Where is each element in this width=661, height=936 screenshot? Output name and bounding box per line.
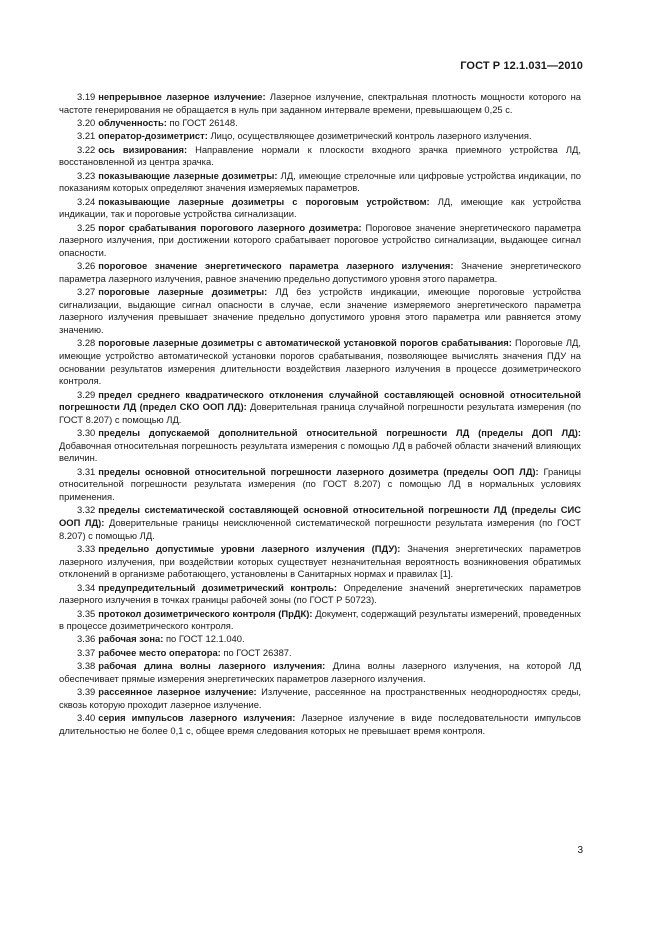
defined-term: оператор-дозиметрист: [98, 130, 208, 142]
definition-text: Значение энергетического параметра лазерного излучения, равное значению предельно допустимого уровня этого параметра. [59, 260, 581, 284]
definition-paragraph [59, 130, 581, 143]
defined-term: рабочая зона: [98, 633, 164, 645]
clause-number: 3.26 [77, 260, 96, 272]
definition-paragraph [59, 427, 581, 465]
definition-paragraph [59, 660, 581, 685]
clause-number: 3.35 [77, 607, 96, 619]
clause-number: 3.38 [77, 660, 96, 672]
defined-term: пределы систематической составляющей основной относительной погрешности ЛД (пределы СИС ООП ЛД): [59, 504, 581, 528]
document-id-header: ГОСТ Р 12.1.031—2010 [460, 60, 583, 72]
definition-text: по ГОСТ 12.1.040. [165, 633, 245, 645]
definition-paragraph [59, 633, 581, 646]
clause-number: 3.27 [77, 286, 96, 298]
definition-text: по ГОСТ 26148. [169, 116, 238, 128]
definitions-list [59, 91, 581, 737]
definition-text: Значения энергетических параметров лазерного излучения, при воздействии которых существует незначительная вероятность возникновения обратимых отклонений в организме работающего, установлены в Санитарных нормах и правилах [1]. [59, 542, 581, 580]
clause-number: 3.34 [77, 581, 96, 593]
definition-text: Доверительная граница случайной погрешности результата измерения (по ГОСТ 8.207) с помощью ЛД. [59, 401, 582, 425]
definition-paragraph [59, 608, 581, 633]
definition-text: Лицо, осуществляющее дозиметрический контроль лазерного излучения. [210, 130, 532, 142]
defined-term: рабочая длина волны лазерного излучения: [98, 660, 326, 672]
definition-paragraph [59, 117, 581, 130]
definition-text: Добавочная относительная погрешность результата измерения с помощью ЛД в рабочей области значений влияющих величин. [59, 439, 581, 464]
clause-number: 3.20 [77, 116, 96, 128]
defined-term: предельно допустимые уровни лазерного излучения (ПДУ): [98, 542, 401, 554]
definition-paragraph [59, 504, 581, 542]
definition-text: Границы относительной погрешности результата измерения (по ГОСТ 8.207) с помощью ЛД в нормальных условиях применения. [59, 465, 581, 502]
defined-term: порог срабатывания порогового лазерного дозиметра: [98, 221, 362, 233]
defined-term: пороговые лазерные дозиметры: [98, 286, 268, 298]
definition-text: Определение значений энергетических параметров лазерного излучения в точках границы рабочей зоны (по ГОСТ Р 50723). [59, 581, 581, 606]
defined-term: непрерывное лазерное излучение: [98, 91, 266, 102]
definition-text: ЛД, имеющие стрелочные или цифровые устройства индикации, по показаниям которых определяют значения измеряемых параметров. [59, 169, 582, 194]
definition-paragraph [59, 222, 581, 260]
definition-paragraph [59, 647, 581, 660]
definition-text: Пороговые ЛД, имеющие устройство автоматической установки порогов срабатывания, позволяющее вычислять значения ПДУ на основании результатов измерения длительности воздействия лазерного излучения в процессе дозиметрического контроля. [59, 337, 582, 387]
definition-paragraph [59, 389, 581, 427]
defined-term: предупредительный дозиметрический контроль: [98, 581, 337, 593]
defined-term: ось визирования: [98, 143, 188, 155]
definition-paragraph [59, 196, 581, 221]
clause-number: 3.24 [77, 195, 96, 207]
clause-number: 3.23 [77, 169, 96, 181]
definition-text: Доверительные границы неисключенной систематической погрешности результата измерения (по ГОСТ 8.207) с помощью ЛД. [59, 516, 581, 541]
definition-paragraph [59, 337, 581, 387]
defined-term: пороговое значение энергетического параметра лазерного излучения: [98, 260, 454, 272]
definition-text: ЛД, имеющие как устройства индикации, так и пороговые устройства сигнализации. [59, 195, 582, 220]
definition-paragraph [59, 170, 581, 195]
clause-number: 3.28 [77, 337, 96, 349]
definition-text: Лазерное излучение в виде последовательности импульсов длительностью не более 0,1 с, общее время следования которых не превышает время контроля. [59, 712, 581, 736]
clause-number: 3.33 [77, 542, 96, 554]
definition-paragraph [59, 286, 581, 336]
clause-number: 3.19 [77, 91, 96, 102]
defined-term: рабочее место оператора: [98, 646, 221, 658]
clause-number: 3.21 [77, 130, 96, 142]
clause-number: 3.39 [77, 686, 96, 698]
defined-term: пороговые лазерные дозиметры с автоматической установкой порогов срабатывания: [98, 337, 512, 349]
page-number: 3 [577, 845, 583, 856]
defined-term: показывающие лазерные дозиметры с пороговым устройством: [98, 195, 430, 207]
clause-number: 3.22 [77, 143, 96, 155]
defined-term: облученность: [98, 116, 167, 128]
defined-term: предел среднего квадратического отклонения случайной составляющей основной относительной погрешности ЛД (предел СКО ООП ЛД): [59, 388, 581, 413]
definition-paragraph [59, 260, 581, 285]
defined-term: рассеянное лазерное излучение: [98, 686, 257, 698]
clause-number: 3.40 [77, 712, 96, 724]
definition-paragraph [59, 582, 581, 607]
clause-number: 3.37 [77, 646, 96, 658]
definition-text: Лазерное излучение, спектральная плотность мощности которого на частоте генерирования не обращается в нуль при заданном интервале времени, превышающем 0,25 с. [59, 91, 582, 115]
clause-number: 3.30 [77, 427, 96, 439]
definition-paragraph [59, 466, 581, 504]
definition-paragraph [59, 686, 581, 711]
definition-text: ЛД без устройств индикации, имеющие пороговые устройства сигнализации, выдающие сигнал опасности в случае, если значение измеряемого энергетического параметра лазерного излучения превышает значение предельно допустимого уровня этого параметра или равняется этому значению. [59, 286, 581, 336]
clause-number: 3.32 [77, 504, 96, 516]
definition-paragraph [59, 91, 581, 116]
definition-text: Документ, содержащий результаты измерений, проведенных в процессе дозиметрического контроля. [59, 607, 581, 632]
definition-text: Направление нормали к плоскости входного зрачка приемного устройства ЛД, восстановленной из центра зрачка. [59, 143, 581, 168]
clause-number: 3.36 [77, 633, 96, 645]
defined-term: пределы основной относительной погрешности лазерного дозиметра (пределы ООП ЛД): [98, 465, 539, 477]
definition-paragraph [59, 543, 581, 581]
defined-term: протокол дозиметрического контроля (ПрДК): [98, 607, 313, 619]
defined-term: показывающие лазерные дозиметры: [98, 169, 278, 181]
definition-text: по ГОСТ 26387. [223, 646, 292, 658]
definition-text: Пороговое значение энергетического параметра лазерного излучения, при достижении которого срабатывает пороговое устройство сигнализации, выдающее сигнал опасности. [59, 221, 581, 258]
definition-text: Длина волны лазерного излучения, на которой ЛД обеспечивает прямые измерения энергетических параметров лазерного излучения. [59, 660, 581, 684]
clause-number: 3.25 [77, 221, 96, 233]
definition-paragraph [59, 712, 581, 737]
definition-text: Излучение, рассеянное на пространственных неоднородностях среды, сквозь которую проходит лазерное излучение. [59, 686, 582, 710]
clause-number: 3.29 [77, 388, 96, 400]
definition-paragraph [59, 144, 581, 169]
clause-number: 3.31 [77, 465, 96, 477]
defined-term: пределы допускаемой дополнительной относительной погрешности ЛД (пределы ДОП ЛД): [98, 427, 581, 439]
defined-term: серия импульсов лазерного излучения: [98, 712, 296, 724]
